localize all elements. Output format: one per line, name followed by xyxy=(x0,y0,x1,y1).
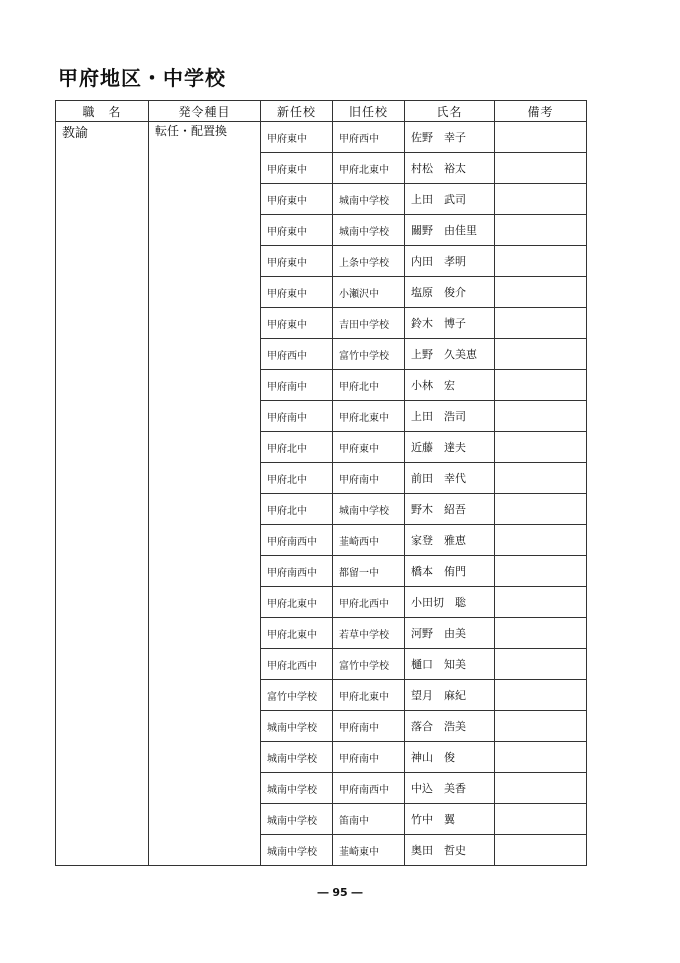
header-row xyxy=(56,101,587,122)
old-school-cell: 城南中学校 xyxy=(333,184,405,215)
remarks-cell xyxy=(495,773,587,804)
new-school-cell: 城南中学校 xyxy=(261,835,333,866)
old-school-cell: 城南中学校 xyxy=(333,494,405,525)
remarks-cell xyxy=(495,432,587,463)
old-school-cell: 韮崎西中 xyxy=(333,525,405,556)
remarks-cell xyxy=(495,680,587,711)
old-school-cell: 富竹中学校 xyxy=(333,339,405,370)
table-row xyxy=(56,122,587,153)
name-cell: 村松 裕太 xyxy=(405,153,495,184)
name-cell: 落合 浩美 xyxy=(405,711,495,742)
name-cell: 神山 俊 xyxy=(405,742,495,773)
old-school-cell: 城南中学校 xyxy=(333,215,405,246)
name-cell: 樋口 知美 xyxy=(405,649,495,680)
remarks-cell xyxy=(495,401,587,432)
old-school-cell: 甲府西中 xyxy=(333,122,405,153)
header-name: 氏名 xyxy=(405,101,495,122)
new-school-cell: 甲府西中 xyxy=(261,339,333,370)
new-school-cell: 甲府南中 xyxy=(261,401,333,432)
name-cell: 佐野 幸子 xyxy=(405,122,495,153)
name-cell: 前田 幸代 xyxy=(405,463,495,494)
old-school-cell: 甲府北中 xyxy=(333,370,405,401)
new-school-cell: 甲府東中 xyxy=(261,246,333,277)
remarks-cell xyxy=(495,339,587,370)
remarks-cell xyxy=(495,494,587,525)
new-school-cell: 城南中学校 xyxy=(261,804,333,835)
remarks-cell xyxy=(495,122,587,153)
old-school-cell: 吉田中学校 xyxy=(333,308,405,339)
old-school-cell: 甲府南西中 xyxy=(333,773,405,804)
new-school-cell: 甲府北中 xyxy=(261,463,333,494)
old-school-cell: 上条中学校 xyxy=(333,246,405,277)
new-school-cell: 甲府東中 xyxy=(261,153,333,184)
remarks-cell xyxy=(495,649,587,680)
header-old-school: 旧任校 xyxy=(333,101,405,122)
old-school-cell: 若草中学校 xyxy=(333,618,405,649)
table-body xyxy=(56,122,587,866)
remarks-cell xyxy=(495,835,587,866)
new-school-cell: 甲府東中 xyxy=(261,308,333,339)
name-cell: 望月 麻紀 xyxy=(405,680,495,711)
remarks-cell xyxy=(495,556,587,587)
remarks-cell xyxy=(495,277,587,308)
remarks-cell xyxy=(495,711,587,742)
name-cell: 鈴木 博子 xyxy=(405,308,495,339)
new-school-cell: 甲府北西中 xyxy=(261,649,333,680)
name-cell: 橋本 侑門 xyxy=(405,556,495,587)
old-school-cell: 笛南中 xyxy=(333,804,405,835)
new-school-cell: 甲府北中 xyxy=(261,494,333,525)
old-school-cell: 甲府南中 xyxy=(333,711,405,742)
new-school-cell: 甲府東中 xyxy=(261,277,333,308)
position-cell: 教諭 xyxy=(56,122,149,866)
remarks-cell xyxy=(495,308,587,339)
new-school-cell: 甲府北東中 xyxy=(261,618,333,649)
old-school-cell: 都留一中 xyxy=(333,556,405,587)
old-school-cell: 甲府北東中 xyxy=(333,401,405,432)
name-cell: 小林 宏 xyxy=(405,370,495,401)
new-school-cell: 甲府東中 xyxy=(261,184,333,215)
remarks-cell xyxy=(495,463,587,494)
header-new-school: 新任校 xyxy=(261,101,333,122)
header-order-type: 発令種目 xyxy=(149,101,261,122)
name-cell: 中込 美香 xyxy=(405,773,495,804)
remarks-cell xyxy=(495,215,587,246)
name-cell: 近藤 達夫 xyxy=(405,432,495,463)
new-school-cell: 城南中学校 xyxy=(261,711,333,742)
name-cell: 上田 武司 xyxy=(405,184,495,215)
new-school-cell: 城南中学校 xyxy=(261,773,333,804)
remarks-cell xyxy=(495,742,587,773)
new-school-cell: 甲府北東中 xyxy=(261,587,333,618)
name-cell: 河野 由美 xyxy=(405,618,495,649)
name-cell: 内田 孝明 xyxy=(405,246,495,277)
name-cell: 上田 浩司 xyxy=(405,401,495,432)
remarks-cell xyxy=(495,370,587,401)
old-school-cell: 富竹中学校 xyxy=(333,649,405,680)
name-cell: 關野 由佳里 xyxy=(405,215,495,246)
name-cell: 小田切 聡 xyxy=(405,587,495,618)
name-cell: 塩原 俊介 xyxy=(405,277,495,308)
new-school-cell: 富竹中学校 xyxy=(261,680,333,711)
old-school-cell: 甲府北東中 xyxy=(333,680,405,711)
remarks-cell xyxy=(495,587,587,618)
old-school-cell: 甲府南中 xyxy=(333,463,405,494)
remarks-cell xyxy=(495,804,587,835)
name-cell: 奥田 哲史 xyxy=(405,835,495,866)
remarks-cell xyxy=(495,246,587,277)
old-school-cell: 小瀬沢中 xyxy=(333,277,405,308)
old-school-cell: 韮崎東中 xyxy=(333,835,405,866)
old-school-cell: 甲府北東中 xyxy=(333,153,405,184)
name-cell: 上野 久美恵 xyxy=(405,339,495,370)
new-school-cell: 甲府東中 xyxy=(261,215,333,246)
header-position: 職 名 xyxy=(56,101,149,122)
old-school-cell: 甲府南中 xyxy=(333,742,405,773)
name-cell: 家登 雅恵 xyxy=(405,525,495,556)
new-school-cell: 甲府南西中 xyxy=(261,556,333,587)
old-school-cell: 甲府北西中 xyxy=(333,587,405,618)
page-number: ― 95 ― xyxy=(317,886,363,899)
old-school-cell: 甲府東中 xyxy=(333,432,405,463)
header-remarks: 備考 xyxy=(495,101,587,122)
new-school-cell: 甲府東中 xyxy=(261,122,333,153)
remarks-cell xyxy=(495,525,587,556)
remarks-cell xyxy=(495,184,587,215)
new-school-cell: 甲府北中 xyxy=(261,432,333,463)
page-title: 甲府地区・中学校 xyxy=(58,66,226,90)
new-school-cell: 城南中学校 xyxy=(261,742,333,773)
new-school-cell: 甲府南西中 xyxy=(261,525,333,556)
new-school-cell: 甲府南中 xyxy=(261,370,333,401)
name-cell: 竹中 翼 xyxy=(405,804,495,835)
order-type-cell: 転任・配置換 xyxy=(149,122,261,866)
name-cell: 野木 紹吾 xyxy=(405,494,495,525)
personnel-table xyxy=(55,100,587,866)
remarks-cell xyxy=(495,618,587,649)
remarks-cell xyxy=(495,153,587,184)
